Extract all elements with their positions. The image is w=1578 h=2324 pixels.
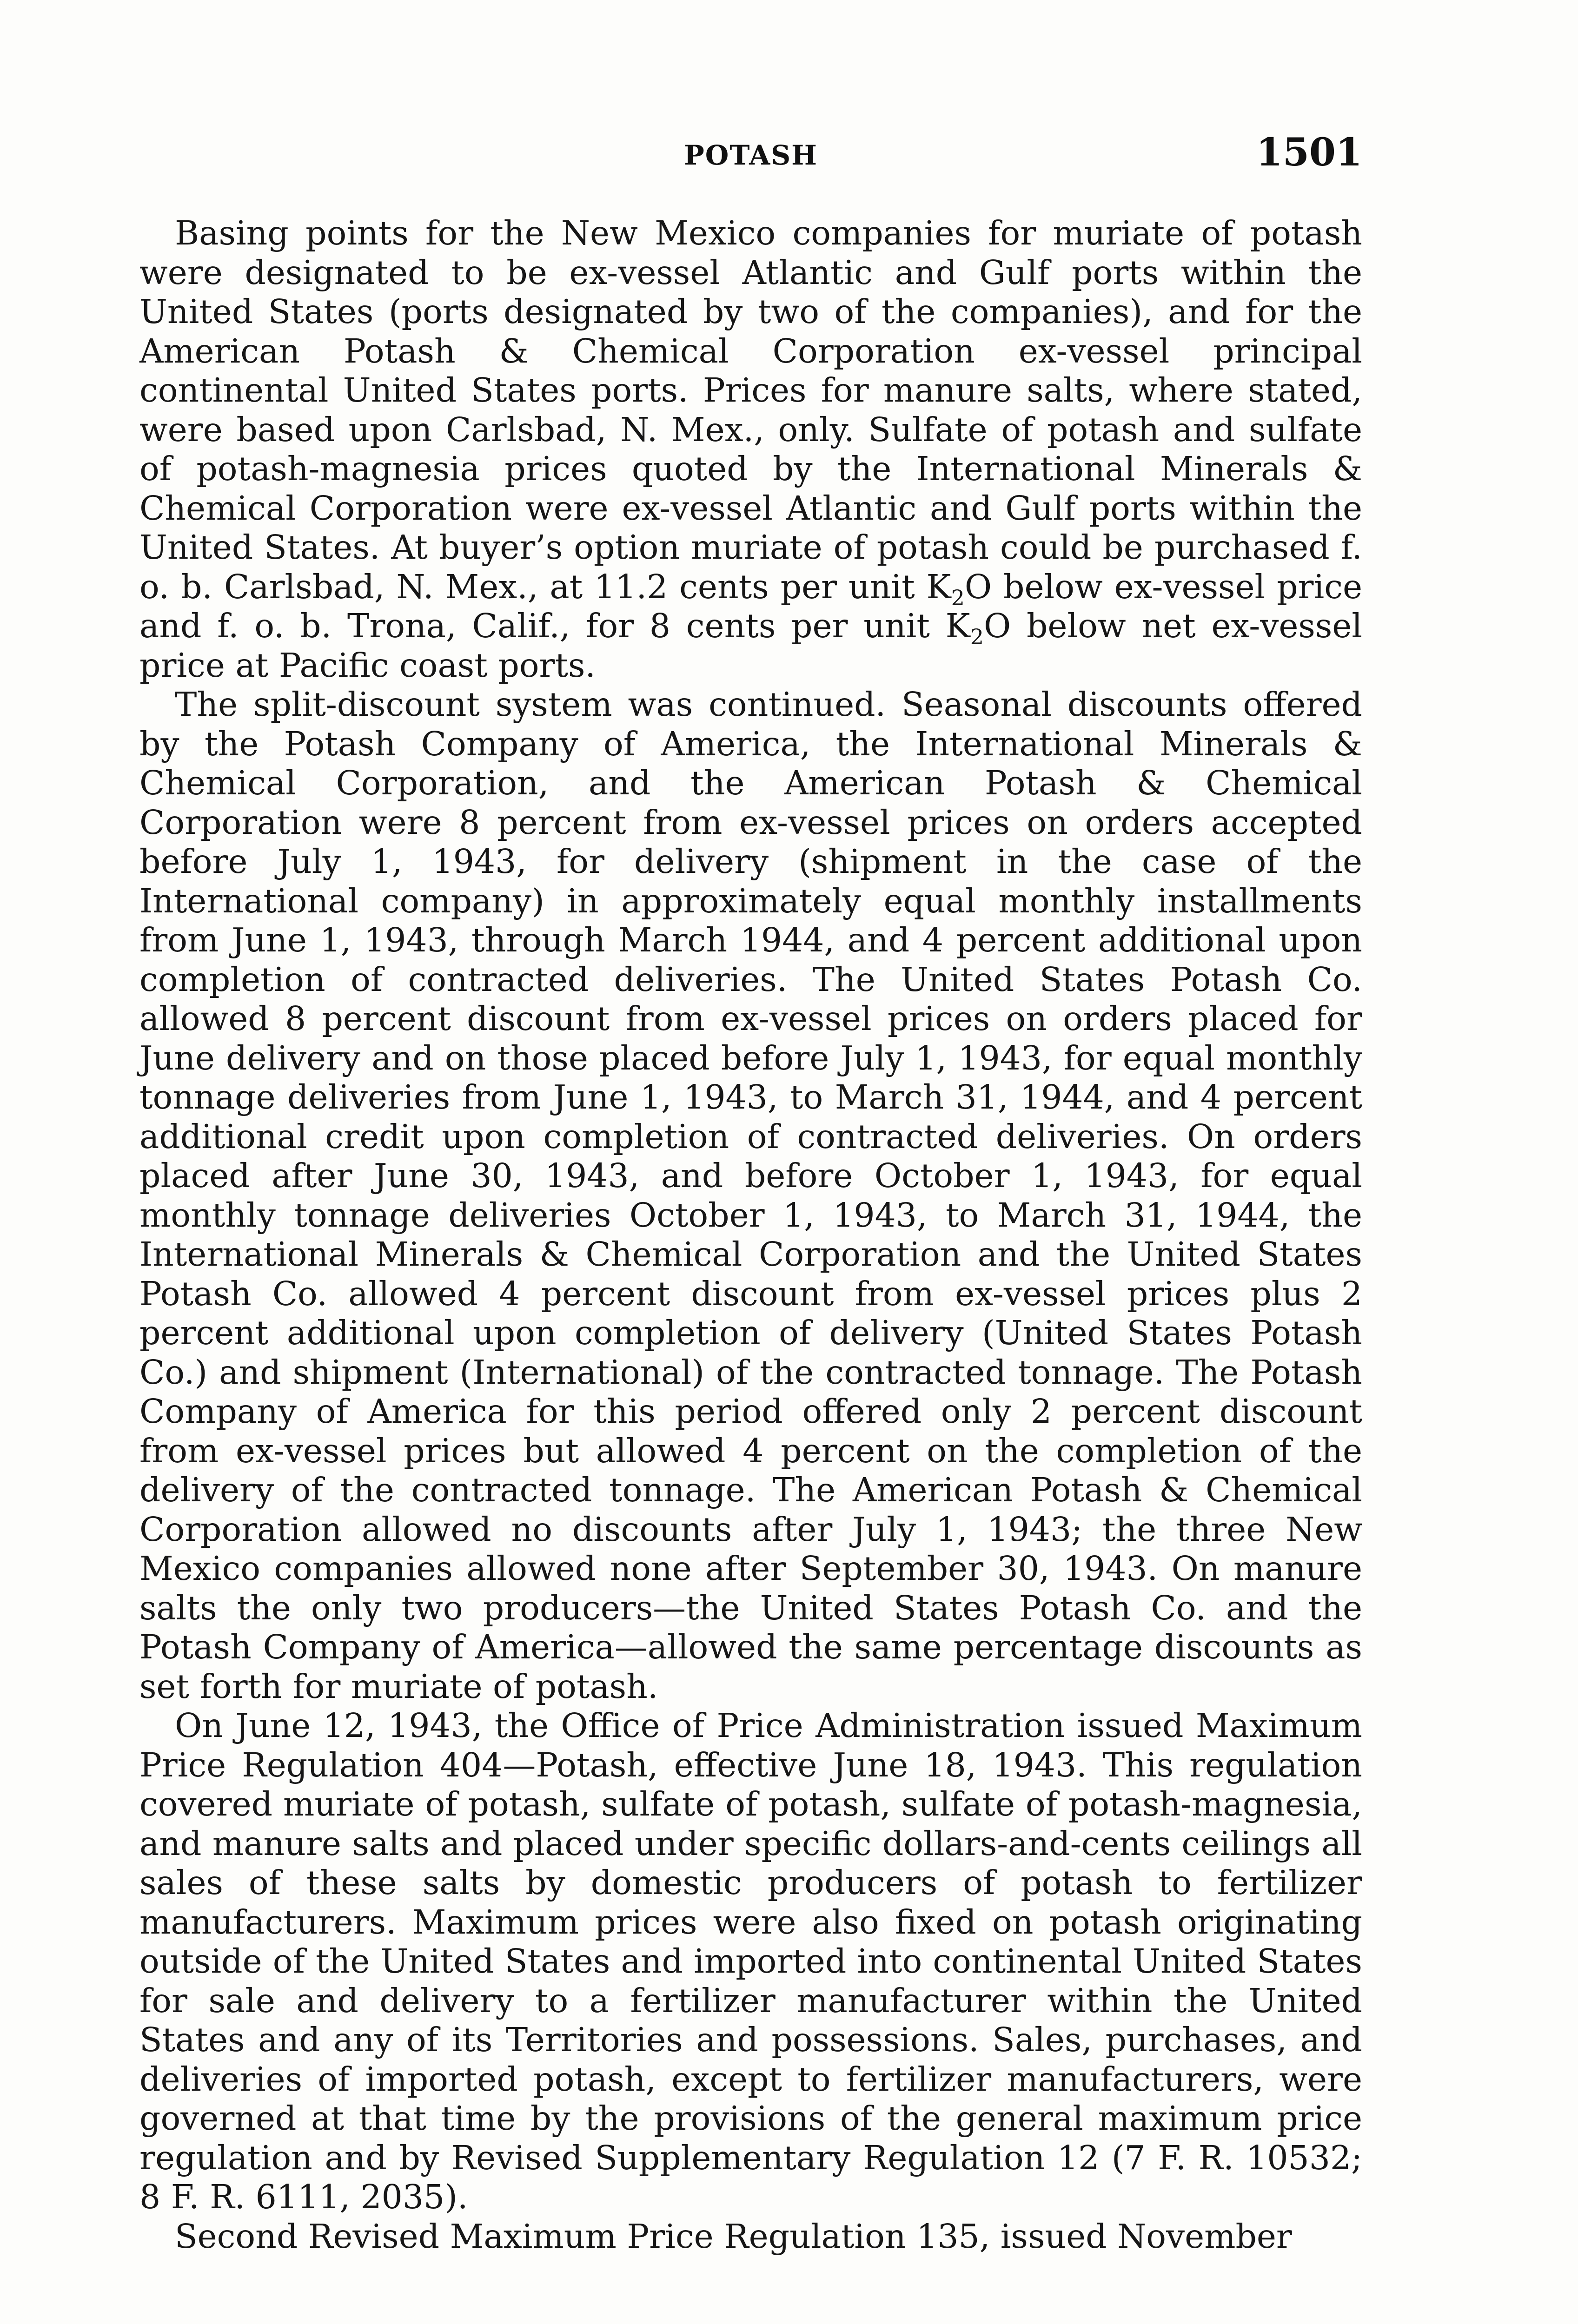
subscript: 2 — [951, 585, 965, 610]
paragraph-text: O below ex-vessel price and f. o. b. Trona, Calif., for 8 cents per unit K — [139, 567, 1362, 645]
page-header — [139, 130, 1362, 186]
paragraph-basing-points — [139, 214, 1362, 685]
body-text — [139, 214, 1362, 2256]
running-head: POTASH — [684, 139, 818, 171]
paragraph-text: O below net ex-vessel price at Pacific coast ports. — [139, 607, 1362, 685]
paragraph-text: Basing points for the New Mexico companies for muriate of potash were designated to be ex-vessel Atlantic and Gulf ports within the United States (ports designated by two of the companies), and for the American Potash & Chemical Corporation ex-vessel principal continental United States ports. Prices for manure salts, where stated, were based upon Carlsbad, N. Mex., only. Sulfate of potash and sulfate of potash-magnesia prices quoted by the International Minerals & Chemical Corporation were ex-vessel Atlantic and Gulf ports within the United States. At buyer’s option muriate of potash could be purchased f. o. b. Carlsbad, N. Mex., at 11.2 cents per unit K — [139, 214, 1362, 606]
paragraph-regulation-135: Second Revised Maximum Price Regulation 135, issued November — [175, 2217, 1292, 2256]
subscript: 2 — [970, 624, 984, 650]
page-number: 1501 — [1256, 130, 1362, 175]
paragraph-split-discount: The split-discount system was continued. Seasonal discounts offered by the Potash Company of America, the International Minerals & Chemical Corporation, and the American Potash & Chemical Corporation were 8 percent from ex-vessel prices on orders accepted before July 1, 1943, for delivery (shipment in the case of the International company) in approximately equal monthly installments from June 1, 1943, through March 1944, and 4 percent additional upon completion of contracted deliveries. The United States Potash Co. allowed 8 percent discount from ex-vessel prices on orders placed for June delivery and on those placed before July 1, 1943, for equal monthly tonnage deliveries from June 1, 1943, to March 31, 1944, and 4 percent additional credit upon completion of contracted deliveries. On orders placed after June 30, 1943, and before October 1, 1943, for equal monthly tonnage deliveries October 1, 1943, to March 31, 1944, the International Minerals & Chemical Corporation and the United States Potash Co. allowed 4 percent discount from ex-vessel prices plus 2 percent additional upon completion of delivery (United States Potash Co.) and shipment (International) of the contracted tonnage. The Potash Company of America for this period offered only 2 percent discount from ex-vessel prices but allowed 4 percent on the completion of the delivery of the contracted tonnage. The American Potash & Chemical Corporation allowed no discounts after July 1, 1943; the three New Mexico companies allowed none after September 30, 1943. On manure salts the only two producers—the United States Potash Co. and the Potash Company of America—allowed the same percentage discounts as set forth for muriate of potash. — [139, 685, 1362, 1706]
paragraph-price-regulation-404: On June 12, 1943, the Office of Price Administration issued Maximum Price Regulation 404—Potash, effective June 18, 1943. This regulation covered muriate of potash, sulfate of potash, sulfate of potash-magnesia, and manure salts and placed under specific dollars-and-cents ceilings all sales of these salts by domestic producers of potash to fertilizer manufacturers. Maximum prices were also fixed on potash originating outside of the United States and imported into continental United States for sale and delivery to a fertilizer manufacturer within the United States and any of its Territories and possessions. Sales, purchases, and deliveries of imported potash, except to fertilizer manufacturers, were governed at that time by the provisions of the general maximum price regulation and by Revised Supplementary Regulation 12 (7 F. R. 10532; 8 F. R. 6111, 2035). — [139, 1706, 1362, 2216]
